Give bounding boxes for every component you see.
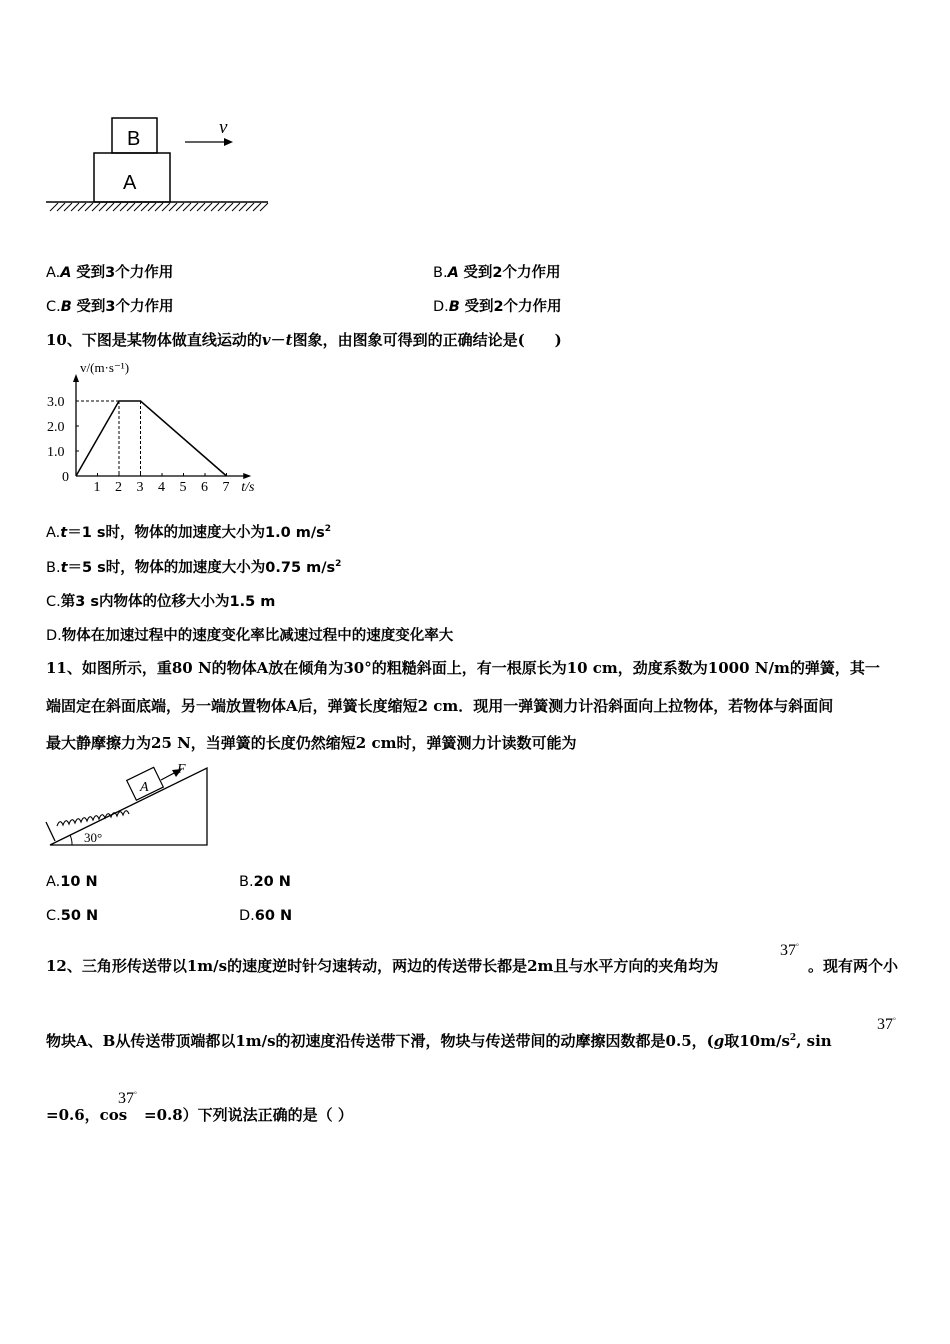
option-text: 受到2个力作用 [464, 299, 562, 315]
option-subject: A [447, 265, 459, 281]
q12-line1-text: 12、三角形传送带以1m/s的速度逆时针匀速转动，两边的传送带长都是2m且与水平方向的夹角均为 [46, 957, 719, 975]
option-text: ＝1 s时，物体的加速度大小为1.0 m/s [67, 525, 325, 541]
option-letter: D. [433, 299, 449, 315]
option-text: 物体在加速过程中的速度变化率比减速过程中的速度变化率大 [61, 628, 454, 644]
option-text: 50 N [60, 908, 99, 924]
x-tick-label: 3 [136, 480, 144, 495]
q11-option-d [239, 908, 292, 924]
var-g: g [713, 1032, 725, 1050]
sup: 2 [789, 1033, 797, 1043]
angle-deg: ° [796, 942, 799, 951]
label-b: B [127, 128, 141, 150]
option-letter: C. [46, 594, 61, 610]
y-tick-label: 1.0 [47, 445, 65, 460]
option-text: 第3 s内物体的位移大小为1.5 m [60, 594, 276, 610]
option-letter: A. [46, 265, 61, 281]
q11-option-b [239, 874, 291, 890]
stem-var: v [261, 331, 271, 349]
angle-arc [70, 835, 72, 845]
q12-line2 [46, 1030, 832, 1051]
q11-stem-line3: 最大静摩擦力为25 N，当弹簧的长度仍然缩短2 cm时，弹簧测力计读数可能为 [46, 734, 577, 752]
angle-value: 37 [118, 1090, 134, 1107]
x-tick-label: 6 [201, 480, 208, 495]
option-letter: D. [46, 628, 62, 644]
option-text: 60 N [254, 908, 293, 924]
option-subject: A [60, 265, 72, 281]
stem-dash: － [270, 331, 286, 349]
option-text: 10 N [60, 874, 98, 890]
q12-line3-pre: =0.6，cos [46, 1106, 128, 1124]
option-letter: B. [239, 874, 254, 890]
line-text: 取10m/s [724, 1032, 790, 1050]
q12-angle [780, 942, 799, 960]
option-sup: 2 [324, 524, 332, 535]
line-text: 物块A、B从传送带顶端都以1m/s的初速度沿传送带下滑，物块与传送带间的动摩擦因数都是0.5，( [46, 1032, 714, 1050]
option-text: 20 N [253, 874, 291, 890]
stem-text: 10、下图是某物体做直线运动的 [46, 331, 262, 349]
option-letter: A. [46, 874, 61, 890]
y-tick-label: 2.0 [47, 420, 65, 435]
line-text: , sin [796, 1032, 832, 1050]
label-block-a: A [140, 780, 149, 795]
option-var: t [60, 525, 68, 541]
option-letter: A. [46, 525, 61, 541]
force-arrow [161, 772, 176, 780]
option-sup: 2 [335, 559, 342, 570]
label-angle: 30° [84, 830, 103, 845]
option-subject: B [448, 299, 460, 315]
option-letter: B. [46, 560, 61, 576]
label-v: v [219, 117, 228, 138]
x-tick-label: 7 [222, 480, 230, 495]
option-letter: D. [239, 908, 255, 924]
x-tick-label: 5 [179, 480, 187, 495]
stem-text: 图象，由图象可得到的正确结论是( ) [292, 331, 562, 349]
q12-angle-2 [877, 1016, 896, 1034]
q11-stem-line2: 端固定在斜面底端，另一端放置物体A后，弹簧长度缩短2 cm．现用一弹簧测力计沿斜面向上拉物体，若物体与斜面间 [46, 697, 834, 715]
x-tick-label: 1 [93, 480, 101, 495]
x-axis-label: t/s [241, 480, 255, 495]
y-tick-label: 3.0 [47, 395, 65, 410]
label-a: A [123, 172, 137, 194]
x-tick-label: 4 [158, 480, 165, 495]
y-axis-label: v/(m·s⁻¹) [80, 360, 130, 375]
label-force: F [177, 762, 186, 777]
x-tick-label: 2 [115, 480, 122, 495]
origin-label: 0 [62, 470, 69, 485]
option-text: ＝5 s时，物体的加速度大小为0.75 m/s [67, 560, 336, 576]
option-var: t [60, 560, 68, 576]
angle-value: 37 [877, 1016, 893, 1033]
option-text: 受到2个力作用 [463, 265, 561, 281]
q12-line3-post: =0.8）下列说法正确的是（ ） [144, 1106, 353, 1124]
option-letter: C. [46, 908, 61, 924]
q12-angle-3 [118, 1090, 137, 1108]
stem-var: t [285, 331, 293, 349]
angle-deg: ° [893, 1016, 896, 1025]
angle-value: 37 [780, 942, 796, 959]
q11-option-a [46, 874, 98, 890]
q12-line1-post: 。现有两个小 [808, 957, 899, 975]
wall [46, 822, 55, 841]
option-text: 受到3个力作用 [76, 299, 174, 315]
q11-stem-line1: 11、如图所示，重80 N的物体A放在倾角为30°的粗糙斜面上，有一根原长为10 cm，劲度系数为1000 N/m的弹簧，其一 [46, 659, 880, 677]
option-letter: B. [433, 265, 448, 281]
q11-option-c [46, 908, 98, 924]
option-subject: B [60, 299, 72, 315]
angle-deg: ° [134, 1090, 137, 1099]
option-text: 受到3个力作用 [76, 265, 174, 281]
option-letter: C. [46, 299, 61, 315]
